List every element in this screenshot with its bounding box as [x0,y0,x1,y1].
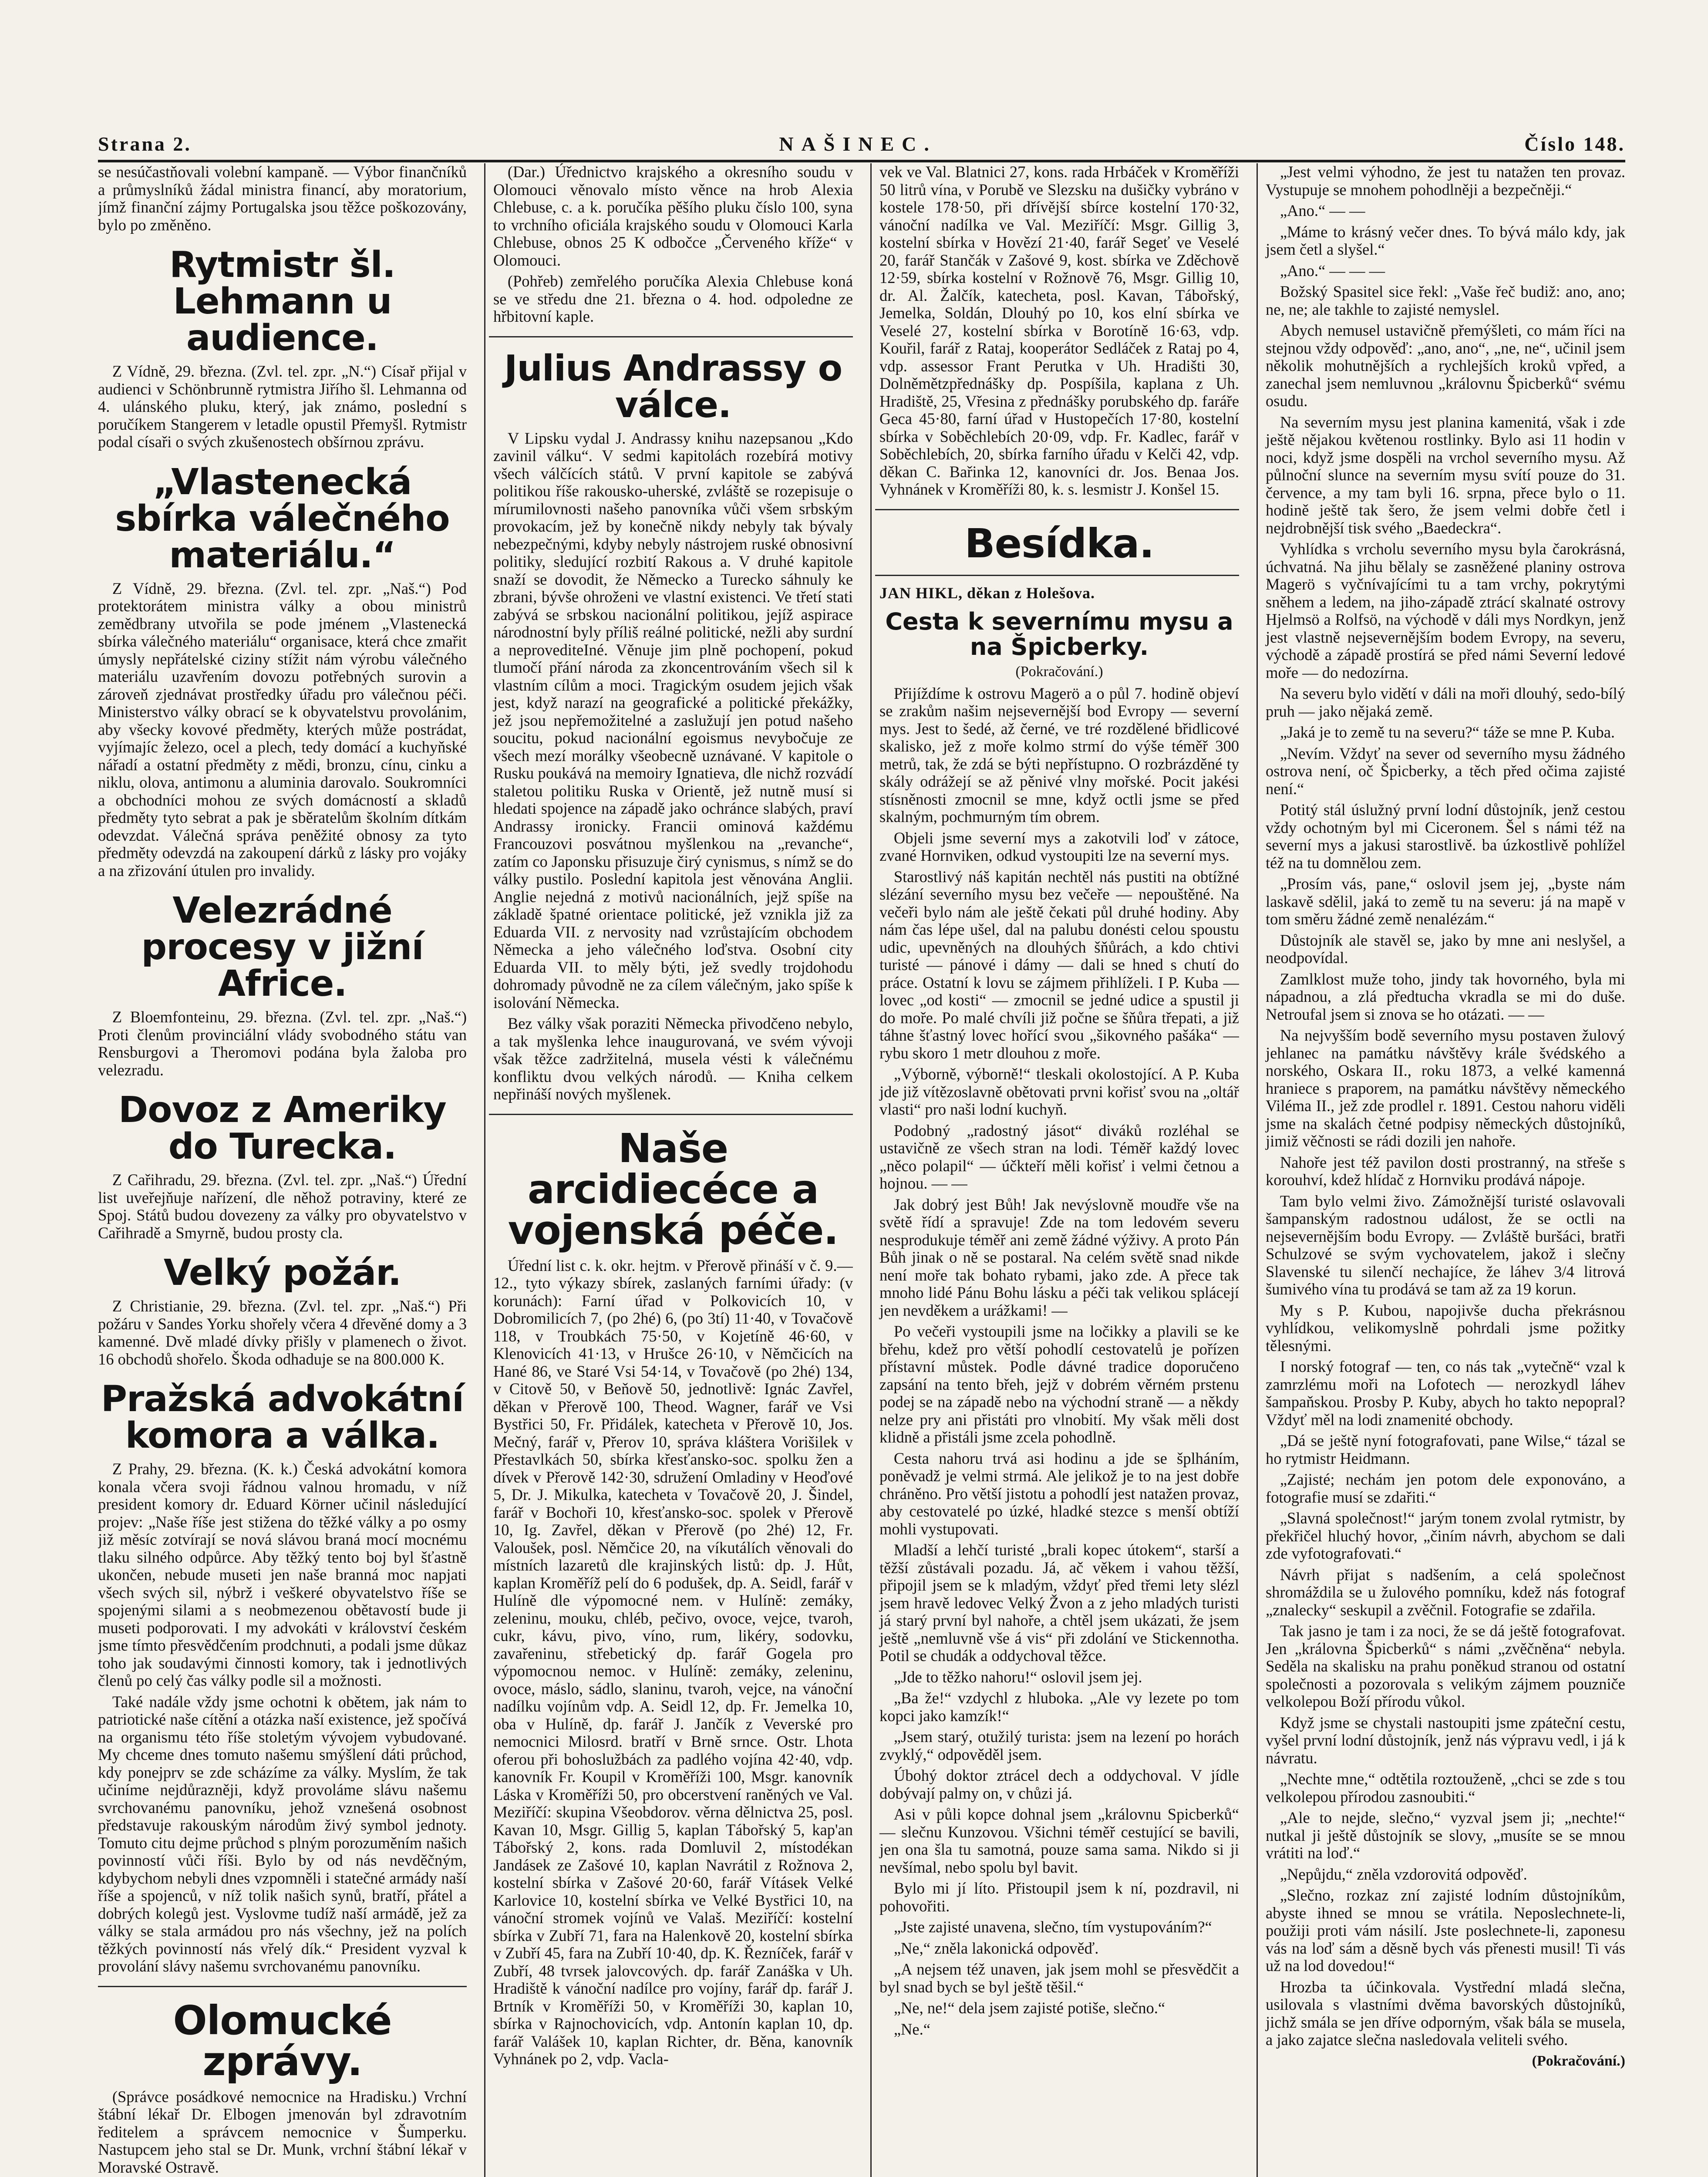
headline-komora: Pražská advokátní komora a válka. [101,1378,464,1456]
divider [875,509,1239,510]
story-para: Abych nemusel ustavičně přemýšleti, co mám říci na stejnou vždy odpověď: „ano, ano“, „ne, ne“, učinil jsem několik mohutnějších a rychlejších kroků vpřed, a zanechal jsem nemluvnou „královnu Špicberků“ svému osudu. [1266,321,1625,410]
story-para: „Ba že!“ vzdychl z hluboka. „Ale vy lezete po tom kopci jako kamzík!“ [879,1689,1239,1725]
story-para: „Jsem starý, otužilý turista: jsem na lezení po horách zvyklý,“ odpověděl jsem. [879,1728,1239,1763]
article-sbirka-body: Z Vídně, 29. března. (Zvl. tel. zpr. „Naš.“) Pod protektorátem ministra války a obou ministrů zemědbrany utvořila se pode jménem „Vlastenecká sbírka válečného materiálu“ organisace, která chce zmařit úmysly nepřátelské ciziny stížit nám výrobu válečného materiálu uzavřením dovozu potřebných surovin a zároveň zjednávat prostředky úřadu pro válečnou péči. Ministerstvo války obrací se k obyvatelstvu provolánim, aby všecky kovové předměty, kterých může postrádat, vyjímajíc železo, ocel a plech, tedy domácí a kuchyňské nářadí a ostatní předměty z mědi, bronzu, cínu, cinku a niklu, olova, antimonu a aluminia darovalo. Soukromníci a obchodníci mohou ze svých domácností a skladů předměty tyto sebrat a pak je sběratelům školním dítkám odevzdat. Válečná správa peněžité obnosy za tyto předměty odevzdá na zakoupení dárků z lásky pro vojáky a na zřizování útulen pro invalidy. [98,579,467,880]
headline-dovoz: Dovoz z Ameriky do Turecka. [118,1089,446,1167]
column-1 [98,163,467,2177]
story-para: Na severu bylo vidětí v dáli na moři dlouhý, sedo-bílý pruh — jako nějaká země. [1266,684,1625,720]
story-para: Bylo mi jí líto. Přistoupil jsem k ní, pozdravil, ni pohovořiti. [879,1879,1239,1915]
story-para: Starostlivý náš kapitán nechtěl nás pustiti na obtížné slézání severního mysu bez večeře — nepouštěné. Na večeři bylo nám ale ještě čekati půl druhé hodiny. Aby nám čas lépe ušel, dal na palubu donésti celou spoustu udic, upevněných na dlouhých šňůrách, a kdo chtivi turisté — pánové i dámy — dali se hned s chutí do práce. Ostatní k lovu se zájmem přihlíželi. I P. Kuba — lovec „od kosti“ — zmocnil se jedné udice a spustil ji do moře. Po malé chvíli již počne se šňůra třepati, a již táhne šťastný lovec hořící svou „šikovného pašáka“ — rybu skoro 1 metr dlouhou z moře. [879,867,1239,1062]
story-para: „Jste zajisté unavena, slečno, tím vystupováním?“ [893,1918,1212,1936]
divider [875,575,1239,576]
story-para: Zamlklost muže toho, jindy tak hovorného, byla mi nápadnou, a zlá předtucha vkradla se mi do duše. Netroufal jsem si znova se ho otázati. — — [1266,970,1625,1023]
story-para: Přijíždíme k ostrovu Magerö a o půl 7. hodině objeví se zrakům našim nejsevernější bod Evropy — severní mys. Jest to šedé, až černé, ve tré rozdělené břidlicové skalisko, jež z moře kolmo strmí do výše téměř 300 metrů, tak, že zdá se býti nepřístupno. O rozbrázděné ty skály odrážejí se až pěnivé vlny mořské. Pocit jakési stísněnosti zmocnil se mne, když octli jsme se před skalným, pochmurným tím obrem. [879,684,1239,826]
article-arcidiecez-body: Úřední list c. k. okr. hejtm. v Přerově přináší v č. 9.—12., tyto výkazy sbírek, zaslaných farními úřady: (v korunách): Farní úřad v Polkovicích 10, v Dobromilicích 7, (po 2hé) 6, (po 3tí) 11·40, v Tovačově 118, v Troubkách 75·50, v Kojetíně 46·60, v Klenovicích 41·13, v Hrušce 26·10, v Němčicích na Hané 86, ve Staré Vsi 54·14, v Tovačově (po 2hé) 134, v Citově 50, v Beňově 50, jednotlivě: Ignác Zavřel, děkan v Přerově 100, Theod. Wagner, farář ve Vsi Bystřici 50, Fr. Přidálek, katecheta v Přerově 10, Jos. Mečný, farář v, Přerov 10, správa kláštera Vorišilek v Přestavlkách 50, sbírka křesťansko-soc. spolku žen a dívek v Přerově 142·30, sdružení Omladiny v Heoďové 5, Dr. J. Mikulka, katecheta v Tovačově 20, J. Šindel, farář v Bochoři 10, křesťansko-soc. spolek v Přerově 10, Ig. Zavřel, děkan v Přerově (po 2hé) 12, Fr. Valoušek, posl. Němčice 20, na víkutálích věnovali do místních lazaretů dle krajinských listů: dp. J. Hůt, kaplan Kroměříž pelí do 6 podušek, dp. A. Seidl, farář v Hulíně dle výpomocné nem. v Hulíně: zemáky, zeleninu, mouku, chléb, pečivo, ovoce, vejce, tvaroh, cukr, kávu, pivo, víno, rum, likéry, sodovku, zavařeninu, střebetický dp. farář Gogela pro výpomocnou nemoc. v Hulíně: zemáky, zeleninu, ovoce, máslo, sádlo, slaninu, tvaroh, vejce, na vánoční nadílku vojínům vdp. A. Seidl 12, dp. Fr. Jemelka 10, oba v Hulíně, dp. farář J. Jančík z Veverské pro nemocnici Milosrd. bratří v Brně srnce. Ostr. Lhota oferou při bohoslužbách za padlého vojína 42·40, vdp. kanovník Fr. Koupil v Kroměříži 100, Msgr. kanovník Láska v Kroměříži 50, pro obcerstvení raněných ve Val. Meziříčí: skupina Všeobdorov. věrna dělnictva 25, posl. Kavan 10, Msgr. Gillig 5, kaplan Tábořský 5, kap'an Tábořský 2, kons. rada Domluvil 2, místodékan Jandásek ze Zašové 10, kaplan Navrátil z Rožnova 2, kostelní sbírka v Zašové 20·60, farář Vításek Velké Karlovice 10, kostelní sbírka ve Velké Bystřici 10, na vánoční stromek vojínů ve Valaš. Meziříčí: kostelní sbírka v Zubří 71, fara na Halenkově 20, kostelní sbírka v Zubří 45, fara na Zubří 10·40, dp. K. Řezníček, farář v Zubří, 48 tvrsek jalovcových. dp. farář Zanáška v Uh. Hradiště k vánoční nadílce pro vojíny, farář dp. farář J. Brtník v Kroměříži 50, v Kroměříži 30, kaplan 10, sbírka v Rajnochovicích, vdp. Antonín kaplan 10, dp. farář Valášek 10, kaplan Richter, dr. Běna, kanovník Vyhnánek po 2, vdp. Vacla- [493,1256,853,2068]
news-dar: (Dar.) Úřednictvo krajského a okresního soudu v Olomouci věnovalo místo věnce na hrob Alexia Chlebuse, c. a k. poručíka pěšího pluku číslo 100, syna to vrchního oficiála krajského soudu v Olomouci Karla Chlebuse, obnos 25 K odbočce „Červeného kříže“ v Olomouci. [493,163,853,269]
column-3 [870,163,1239,2177]
donations-continuation: vek ve Val. Blatnici 27, kons. rada Hrbáček v Kroměříži 50 litrů vína, v Porubě ve Slezsku na dušičky vybráno v kostele 178·50, při dřívější sbírce kostelní 170·32, vánoční nadílka ve Val. Meziříčí: Msgr. Gillig 3, kostelní sbírka v Hovězí 21·40, farář Segeť ve Veselé 20, farář Stančák v Zašové 9, kost. sbírka ve Zděchově 12·59, sbírka kostelní v Rožnově 76, Msgr. Gillig 10, dr. Al. Žalčík, katecheta, posl. Kavan, Tábořský, Jemelka, Soldán, Dlouhý po 10, kos elní sbírka ve Veselé 27, kostelní sbírka v Borotíně 16·63, vdp. Kouřil, farář z Rataj, kooperátor Sedláček z Rataj po 4, vdp. assessor Frant Perutka v Uh. Hradišti 30, Dolněmětzpřednášky dp. Pospíšila, kaplana z Uh. Hradiště, 25, Vřesina z přednášky porubského dp. faráře Geca 45·80, farní úřad v Hustopečích 17·80, kostelní sbírka v Soběchlebích 20·09, vdp. Fr. Kadlec, farář v Soběchlebích, 20, sbírka farního úřadu v Kelči 42, vdp. děkan C. Bařinka 12, kanovníci dr. Jos. Benaa Jos. Vyhnánek v Kroměříži 80, k. s. lesmistr J. Konšel 15. [879,163,1239,498]
story-para: „Jest velmi výhodno, že jest tu natažen ten provaz. Vystupuje se mnohem pohodlněji a bezpečněji.“ [1266,163,1625,199]
story-para: „A nejsem též unaven, jak jsem mohl se přesvědčit a byl snad bych se byl ještě těšil.“ [879,1960,1239,1996]
article-pozar-body: Z Christianie, 29. března. (Zvl. tel. zpr. „Naš.“) Při požáru v Sandes Yorku shořely včera 4 dřevěné domy a 3 kamenné. Dvě mladé dívky přišly v plamenech o život. 16 obchodů shořelo. Škoda odhaduje se na 800.000 K. [98,1297,467,1368]
story-para: „Ne,“ zněla lakonická odpověď. [893,1939,1099,1957]
story-para: Nahoře jest též pavilon dosti prostranný, na střeše s korouhví, kdež hlídač z Hornviku prodává nápoje. [1266,1153,1625,1189]
story-para: Tam bylo velmi živo. Zámožnější turisté oslavovali šampanským radostnou událost, že se octli na nejsevernějším bodu Evropy. — Zvláště buršáci, bratři Schulzové se svým vychovatelem, jakož i slečny Slavenské tu silenčí nechajíce, že láhev 3/4 litrová šumivého vína tu prodává se tam až za 19 korun. [1266,1192,1625,1298]
page-number: Strana 2. [98,133,192,155]
news-pohreb: (Pohřeb) zemřelého poručíka Alexia Chlebuse koná se ve středu dne 21. března o 4. hod. odpoledne ze hřbitovní kaple. [493,272,853,325]
story-para: Po večeři vystoupili jsme na ločikky a plavili se ke břehu, kdež pro větší pohodlí cestovatelů je pořízen přístavní můstek. Podle dávné tradice doporučeno zapsání na tento břeh, jejž v dobrém věrném prstenu podej se na západě nebo na východní straně — a někdy nelze pry ani přistáti pro vlnobití. My však měli dost klidně a přistáli jsme zcela pohodlně. [879,1322,1239,1446]
divider [489,1114,853,1115]
story-para: Důstojník ale stavěl se, jako by mne ani neslyšel, a neodpovídal. [1266,931,1625,967]
columns [98,163,1625,2177]
headline-andrassy: Julius Andrassy o válce. [504,347,842,426]
story-para: „Zajisté; nechám jen potom dele exponováno, a fotografie musí se zdařiti.“ [1266,1470,1625,1506]
story-para: Mladší a lehčí turisté „brali kopec útokem“, starší a těžší zůstávali pozadu. Já, ač věkem i vahou těžší, připojil jsem se k mladým, vždyť před třemi lety slézl jsem hravě ledovec Velký Žvon a z jeho mladých turisti já starý první byl nahoře, a chtěl jsem ukázati, že jsem ještě „nemluvně vše á vis“ při zdolání ve Stickennotha. Potil se chudák a oddychoval těžce. [879,1541,1239,1665]
story-para: „Nevím. Vždyť na sever od severního mysu žádného ostrova není, oč Špicberky, a těch před očima zajisté není.“ [1266,744,1625,798]
story-para: „Jaká je to země tu na severu?“ táže se mne P. Kuba. [1280,723,1615,741]
masthead-title: NAŠINEC. [779,133,937,155]
story-para: „Máme to krásný večer dnes. To bývá málo kdy, jak jsem četl a slyšel.“ [1266,222,1625,258]
story-para: I norský fotograf — ten, co nás tak „vytečně“ vzal k zamrzlému moři na Lofotech — nerozkydl láhev šampaňskou. Prosby P. Kuby, abych ho takto nepopral? Vždyť měl na lodi znamenité obchody. [1266,1358,1625,1429]
article-olomoucke-body: (Správce posádkové nemocnice na Hradisku.) Vrchní štábní lékař Dr. Elbogen jmenován byl zdravotním ředitelem a správcem nemocnice v Šumperku. Nastupcem jeho stal se Dr. Munk, vrchní štábní lékař v Moravské Ostravě. [98,2087,467,2176]
story-para: „Ano.“ — — — [1280,261,1385,280]
story-para: Když jsme se chystali nastoupiti jsme zpáteční cestu, vyšel první lodní důstojník, jenž nás výpravu vedl, i já k návratu. [1266,1713,1625,1767]
story-continued-note: (Pokračování.) [1532,2052,1625,2069]
issue-number: Číslo 148. [1524,133,1625,155]
story-para: „Nepůjdu,“ zněla vzdorovitá odpověď. [1280,1865,1527,1883]
story-title: Cesta k severnímu mysu a na Špicberky. [885,607,1233,661]
article-andrassy-body-2: Bez války však poraziti Německa přivodčeno nebylo, a tak myšlenka lehce inaugurovaná, ve svém vývoji však těžce zadržitelná, musela vésti k válečnému konfliktu dvou velkých národů. — Kniha celkem nepřináší nových myšlenek. [493,1014,853,1103]
divider [489,336,853,337]
page-header [98,124,1625,162]
headline-lehmann: Rytmistr šl. Lehmann u audience. [169,244,395,359]
story-para: Cesta nahoru trvá asi hodinu a jde se šplháním, poněvadž je velmi strmá. Ale jelikož je to na jest dobře chráněno. Pro větší jistotu a pohodlí jest natažen provaz, aby cestovatelé po úzké, hladké stezce s menší obtíží mohli vystupovati. [879,1449,1239,1538]
story-para: Návrh přijat s nadšením, a celá společnost shromáždila se u žulového pomníku, kdež nás fotograf „znalecky“ seskupil a zvěčnil. Fotografie se zdařila. [1266,1565,1625,1619]
story-para: Hrozba ta účinkovala. Vystřední mladá slečna, usilovala s vlastními dvěma bavorských důstojníků, jichž smála se jen dříve odporným, však bála se musela, a jako zajatce slečna nasledovala veliteli svého. [1266,1978,1625,2049]
story-para: Potitý stál úslužný první lodní důstojník, jenž cestou vždy ochotným byl mi Ciceronem. Šel s námi též na severní mys a jakusi starostlivě. ba úzkostlivě pohlížel též na tu domnělou zem. [1266,801,1625,872]
story-para: „Prosím vás, pane,“ oslovil jsem jej, „byste nám laskavě sdělil, jaká to země tu na severu: já na mapě v tom směru žádné země nenalézám.“ [1266,875,1625,928]
article-andrassy-body-1: V Lipsku vydal J. Andrassy knihu nazepsanou „Kdo zavinil válku“. V sedmi kapitolách rozebírá motivy všech válčících států. V první kapitole se zabývá politikou říše rakousko-uherské, zvláště se rozepisuje o mírumilovnosti našeho panovníka vůči všem srbským provokacím, jež by konečně nikdy nebyly tak bývaly nebezpečnými, kdyby nebyly nástrojem ruské obnosivní politiky, sledující rozbití Rakous a. V druhé kapitole snaží se dovodit, že Německo a Turecko sáhnuly ke zbrani, bývše ohroženi ve vlastní existenci. Ve třetí stati zabývá se srbskou nacionální politikou, jejíž aspirace národnostní byly příliš reálné politické, nežli aby surdní a neprovediteIné. Věnuje jim plně pochopení, pokud tlumočí přání národa za zkoncentrováním všech sil k vlastním cílům a moci. Tragickým osudem jejich však jest, když narazí na geografické a politické překážky, jež jsou nepřemožitelné a zaslužují jen potud našeho soucitu, pokud nacionální egoismus nevybočuje ze všech mezí morálky všeobecně uznávané. V kapitole o Rusku poukává na memoiry Ignatieva, dle nichž rozvádí staletou politiku Ruska v Orientě, jež nutně musí si hledati spojence na západě jako ochránce slabých, praví Andrassy ironicky. Francii ominová každému Francouzovi posvátnou myšlenkou na „revanche“, zatím co Japonsku přisuzuje čirý cynismus, s nímž se do války pustilo. Poslední kapitola jest věnována Anglii. Anglie nejedná z motivů nacionálních, jejž spíše na základě špatné orientace politické, jež vznikla již za Eduarda VII. z nervosity nad vzrůstajícím obchodem Německa a jeho válečného loďstva. Osobní city Eduarda VII. to měly býti, jež svedly trojdohodu dohromady původně ne za cílem válečným, jako spíše k isolování Německa. [493,429,853,1011]
story-para: Vyhlídka s vrcholu severního mysu byla čarokrásná, úchvatná. Na jihu bělaly se zasněžené planiny ostrova Magerö s vyčnívajícími tu a tam vrchy, pokrytými sněhem a ledem, na jiho-západě ztrácí skalnaté ostrovy Hjelmsö a Rolfsö, na východě v dáli mys Nordkyn, jenž jest vlastně nejsevernějším bodem Evropy, na severu, východě a západě prostírá se před námi Severní ledové moře — do nedozírna. [1266,540,1625,681]
article-komora-body-2: Také nadále vždy jsme ochotni k obětem, jak nám to patriotické naše cítění a otázka naší existence, jež spočívá na organismu této říše stoletým vývojem vybudované. My chceme dnes tomuto našemu smýšlení dáti průchod, kdy ponejprv se zde scházíme za války. Myslím, že tak učiníme nejdůrazněji, když provoláme slávu našemu svrchovanému panovníku, jehož vznešená osobnost představuje rakouským národům živý symbol jednoty. Tomuto citu dejme průchod s plným porozuměním našich povinností vůči říši. Bylo by od nás nevděčným, kdybychom nebyli dnes vzpomněli i statečné armády naší říše a spojenců, v níž tolik našich synů, bratří, přátel a dobrých kolegů jest. Vyslovme tudíž naší armádě, jež za války se stala armádou pro nás všechny, jež na polích těžkých povinností nás vřelý dík.“ President vyzval k provolání slávy našemu svrchovanému panovníku. [98,1692,467,1975]
story-para: „Ne.“ [893,2020,930,2038]
article-continuation: se nesúčastňovali volební kampaně. — Výbor finančníků a průmyslníků žádal ministra financí, aby moratorium, jímž finanční zájmy Portugalska jsou těžce poškozovány, bylo po změněno. [98,163,467,234]
column-2 [484,163,853,2177]
section-besidka: Besídka. [964,520,1154,567]
story-para: My s P. Kubou, napojivše ducha překrásnou vyhlídkou, velikomyslně pohrdali jsme požitky tělesnými. [1266,1301,1625,1355]
story-para: „Dá se ještě nyní fotografovati, pane Wilse,“ tázal se ho rytmistr Heidmann. [1266,1432,1625,1467]
story-para: Jak dobrý jest Bůh! Jak nevýslovně moudře vše na světě řídí a spravuje! Zde na tom ledovém severu nesprodukuje téměř ani země žádné výživy. A proto Pán Bůh jinak o ně se postaral. Na celém světě snad nikde není moře tak bohato rybami, jako zde. A přece tak mnoho lidé Pánu Bohu lásku a péči tak velikou splácejí jen nevděkem a urážkami! — [879,1195,1239,1319]
column-4 [1257,163,1625,2177]
headline-afrika: Velezrádné procesy v jižní Africe. [141,890,424,1004]
story-para: Asi v půli kopce dohnal jsem „královnu Spicberků“ — slečnu Kunzovou. Všichni téměř cestující se bavili, jen ona šla tu samotná, pouze sama sama. Nikdo si ji nevšímal, nebo spolu byl bavit. [879,1805,1239,1876]
story-para: „Slavná společnost!“ jarým tonem zvolal rytmistr, by překřičel hluchý hovor, „činím návrh, abychom se dali zde vyfotografovati.“ [1266,1509,1625,1562]
article-dovoz-body: Z Cařihradu, 29. března. (Zvl. tel. zpr. „Naš.“) Úřední list uveřejňuje nařízení, dle něhož potraviny, které ze Spoj. Států budou dovezeny za války pro obyvatelstvo v Cařihradě a Smyrně, budou prosty cla. [98,1171,467,1242]
story-para: „Ale to nejde, slečno,“ vyzval jsem ji; „nechte!“ nutkal ji ještě důstojník se slovy, „musíte se se mnou vrátiti na loď.“ [1266,1809,1625,1862]
story-para: „Ne, ne!“ dela jsem zajisté potiše, slečno.“ [893,1999,1166,2017]
story-para: „Nechte mne,“ odtětila roztouženě, „chci se zde s tou velkolepou přírodou zasnoubiti.“ [1266,1770,1625,1806]
headline-sbirka: „Vlastenecká sbírka válečného materiálu.“ [115,461,450,576]
article-komora-body-1: Z Prahy, 29. března. (K. k.) Česká advokátní komora konala včera svoji řádnou valnou hromadu, v níž president komory dr. Eduard Körner učinil následující projev: „Naše říše jest stiženа do těžké války a po osmy již měsíc zotvírají se nová slávou braná mocí mocnému tlaku silného odpůrce. Aby těžký tento boj byl šťastně ukončen, nebude museti jen naše branná moc napjati všech svých sil, nýbrž i veškeré obyvatelstvo říše se spojenými silami a s neobmezenou obětavostí bude ji museti podporovati. I my advokáti v království českém jsme tímto přesvědčením prodchnuti, a podali jsme důkaz toho jak soudavými činnosti komory, tak i jednotlivých členů po celý čas války podle sil a možnosti. [98,1460,467,1689]
headline-pozar: Velký požár. [163,1252,401,1294]
story-para: Podobný „radostný jásot“ diváků rozléhal se ustavičně ze všech stran na lodi. Téměř každý lovec „něco polapil“ — účkteří měli kořisť i velmi četnou a hojnou. — — [879,1121,1239,1192]
story-para: „Slečno, rozkaz zní zajisté lodním důstojníkům, abyste ihned se mnou se vrátila. Neposlechnete-li, použiji proti vám násilí. Jste poslechnete-li, zaponesu vás na loď sám a děsně bych vás přenesti musil! Ti vás už na lod dovedou!“ [1266,1886,1625,1975]
story-continued: (Pokračování.) [1015,663,1103,680]
article-afrika-body: Z Bloemfonteinu, 29. března. (Zvl. tel. zpr. „Naš.“) Proti členům provinciální vlády svobodného státu van Rensburgovi a Theromovi podána byla žaloba pro velezradu. [98,1008,467,1079]
story-para: Tak jasno je tam i za noci, že se dá ještě fotografovat. Jen „královna Špicberků“ s námi „zvěčněna“ nebyla. Seděla na skalisku na prahu poněkud stranou od ostatní společnosti a pozorovala s velikým zájmem pouzniče velkolepou Boží přírodu vůkol. [1266,1622,1625,1710]
article-lehmann-body: Z Vídně, 29. března. (Zvl. tel. zpr. „N.“) Císař přijal v audienci v Schönbrunně rytmistra Jiřího šl. Lehmanna od 4. ulánského pluku, který, jak známo, poslední s poručíkem Stangerem v letadle opustil Přemyšl. Rytmistr podal císaři o svých zkušenostech obšírnou zprávu. [98,362,467,451]
author-byline: JAN HIKL, děkan z Holešova. [879,584,1095,602]
story-para: Úbohý doktor ztrácel dech a oddychoval. V jídle dobývají palmy on, v chůzi já. [879,1766,1239,1802]
story-para: „Výborně, výborně!“ tleskali okolostojící. A P. Kuba jde již vítězoslavně obětovati prvni kořisť svou na „oltář vlasti“ pro naši lodní kuchyň. [879,1065,1239,1118]
story-para: Na nejvyšším bodě severního mysu postaven žulový jehlanec na památku návštěvy krále švédského a norského, Oskara II., roku 1873, a velké kamenná hraniece s praporem, na památku návštěvy německého Viléma II., jež zde prodlel r. 1891. Cestou nahoru viděli jsme na skalách četné podpisy německých důstojníků, jimiž věčnosti se rádi dozili jen nahoře. [1266,1026,1625,1150]
story-para: „Jde to těžko nahoru!“ oslovil jsem jej. [893,1668,1142,1686]
story-para: Objeli jsme severní mys a zakotvili loď v zátoce, zvané Hornviken, odkud vystoupiti lze na severní mys. [879,829,1239,864]
story-para: Božský Spasitel sice řekl: „Vaše řeč budiž: ano, ano; ne, ne; ale takhle to zajisté nemyslel. [1266,283,1625,318]
headline-olomoucke: Olomucké zprávy. [173,1997,392,2085]
story-para: „Ano.“ — — [1280,202,1365,219]
headline-arcidiecez: Naše arcidiecéce a vojenská péče. [508,1125,839,1254]
divider [98,1986,467,1987]
story-para: Na severním mysu jest planina kamenitá, však i zde ještě nějakou květenou rostlinky. Bylo asi 11 hodin v noci, když jsme dospěli na vrchol severního mysu. Až půlnoční slunce na severním mysu svítí pouze do 31. července, a my tam byli 16. srpna, přece bylo o 11. hodině ještě tak šero, že jsem velmi dobře četl i nejdrobnější tisk svého „Baedeckra“. [1266,413,1625,537]
